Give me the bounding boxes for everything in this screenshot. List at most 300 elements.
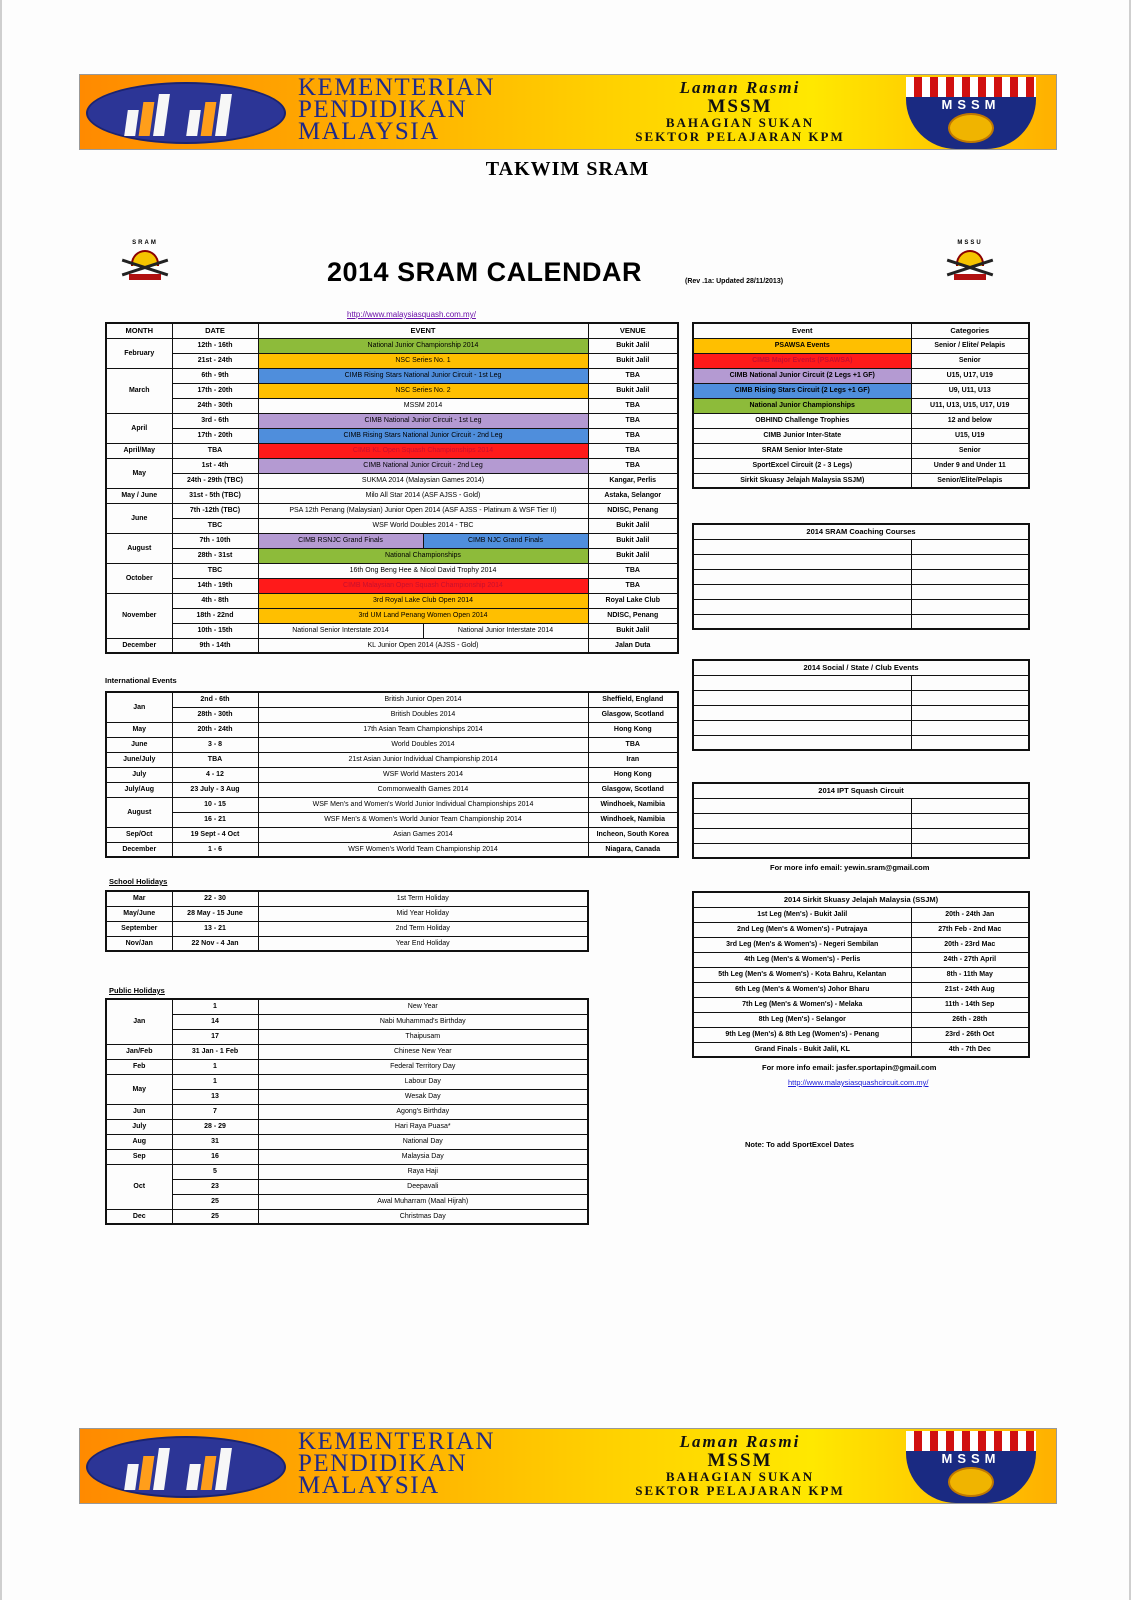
date-cell: 6th - 9th xyxy=(172,368,258,383)
legend-category: U9, U11, U13 xyxy=(911,383,1029,398)
date-cell: 17th - 20th xyxy=(172,383,258,398)
event-cell: Hari Raya Puasa* xyxy=(258,1119,588,1134)
ssjm-row xyxy=(693,1027,1029,1042)
international-table xyxy=(105,691,679,858)
event-cell: Nabi Muhammad's Birthday xyxy=(258,1014,588,1029)
tiger-icon xyxy=(948,113,994,143)
legend-event: CIMB Junior Inter-State xyxy=(693,428,911,443)
event-cell: 3rd Royal Lake Club Open 2014 xyxy=(258,593,588,608)
date-cell: 24th - 30th xyxy=(172,398,258,413)
date-cell: 17 xyxy=(172,1029,258,1044)
calendar-url-link[interactable]: http://www.malaysiasquash.com.my/ xyxy=(347,310,476,319)
legend-event: National Junior Championships xyxy=(693,398,911,413)
ssjm-row xyxy=(693,952,1029,967)
date-cell: 13 - 21 xyxy=(172,921,258,936)
table-row xyxy=(106,999,588,1014)
event-cell: WSF Men's & Women's World Junior Team Championship 2014 xyxy=(258,812,588,827)
ssjm-date: 20th - 23rd Mac xyxy=(911,937,1029,952)
table-row xyxy=(106,1029,588,1044)
table-row xyxy=(106,1149,588,1164)
venue-cell: Windhoek, Namibia xyxy=(588,812,678,827)
month-cell: May xyxy=(106,1074,172,1104)
event-cell: Asian Games 2014 xyxy=(258,827,588,842)
date-cell: 10th - 15th xyxy=(172,623,258,638)
month-cell: July/Aug xyxy=(106,782,172,797)
date-cell: 12th - 16th xyxy=(172,338,258,353)
event-cell: CIMB Malaysian Open Squash Championship 2014 xyxy=(258,578,588,593)
table-row xyxy=(106,921,588,936)
month-cell: June xyxy=(106,737,172,752)
date-cell: 21st - 24th xyxy=(172,353,258,368)
ministry-logo xyxy=(86,1436,286,1498)
date-cell: 7th - 10th xyxy=(172,533,258,548)
event-cell: SUKMA 2014 (Malaysian Games 2014) xyxy=(258,473,588,488)
ssjm-leg: 6th Leg (Men's & Women's) Johor Bharu xyxy=(693,982,911,997)
ssjm-title: 2014 Sirkit Skuasy Jelajah Malaysia (SSJM) xyxy=(693,892,1029,907)
event-cell: British Doubles 2014 xyxy=(258,707,588,722)
date-cell: 4th - 8th xyxy=(172,593,258,608)
event-cell: Malaysia Day xyxy=(258,1149,588,1164)
date-cell: 22 Nov - 4 Jan xyxy=(172,936,258,951)
date-cell: 31 Jan - 1 Feb xyxy=(172,1044,258,1059)
legend-category: Senior xyxy=(911,443,1029,458)
ssjm-row xyxy=(693,982,1029,997)
legend-event: OBHIND Challenge Trophies xyxy=(693,413,911,428)
venue-cell: TBA xyxy=(588,578,678,593)
table-row xyxy=(106,1014,588,1029)
table-row xyxy=(106,473,678,488)
venue-cell: Sheffield, England xyxy=(588,692,678,707)
ssjm-date: 8th - 11th May xyxy=(911,967,1029,982)
date-cell: 1 xyxy=(172,999,258,1014)
ssjm-leg: 3rd Leg (Men's & Women's) - Negeri Sembilan xyxy=(693,937,911,952)
event-left: CIMB RSNJC Grand Finals xyxy=(259,534,424,548)
venue-cell: Astaka, Selangor xyxy=(588,488,678,503)
month-cell: Jan xyxy=(106,692,172,722)
month-cell: December xyxy=(106,638,172,653)
legend-category: Senior / Elite/ Pelapis xyxy=(911,338,1029,353)
venue-cell: TBA xyxy=(588,428,678,443)
month-cell: October xyxy=(106,563,172,593)
venue-cell: Bukit Jalil xyxy=(588,533,678,548)
ssjm-row xyxy=(693,1012,1029,1027)
col-event: EVENT xyxy=(258,323,588,338)
ipt-email-note: For more info email: yewin.sram@gmail.com xyxy=(770,863,930,872)
month-cell: March xyxy=(106,368,172,413)
ipt-title: 2014 IPT Squash Circuit xyxy=(693,783,1029,798)
ssjm-date: 21st - 24th Aug xyxy=(911,982,1029,997)
date-cell: 31st - 5th (TBC) xyxy=(172,488,258,503)
date-cell: 2nd - 6th xyxy=(172,692,258,707)
legend-category: U15, U17, U19 xyxy=(911,368,1029,383)
table-row xyxy=(106,842,678,857)
table-row xyxy=(106,563,678,578)
event-cell: 1st Term Holiday xyxy=(258,891,588,906)
legend-category: Senior xyxy=(911,353,1029,368)
month-cell: August xyxy=(106,797,172,827)
ipt-table xyxy=(692,782,1030,859)
venue-cell: NDISC, Penang xyxy=(588,503,678,518)
table-row xyxy=(106,488,678,503)
events-table xyxy=(105,322,679,654)
coaching-table xyxy=(692,523,1030,630)
date-cell: 1st - 4th xyxy=(172,458,258,473)
venue-cell: Bukit Jalil xyxy=(588,518,678,533)
event-left: National Senior Interstate 2014 xyxy=(259,624,424,638)
event-right: National Junior Interstate 2014 xyxy=(457,626,554,634)
event-cell: Mid Year Holiday xyxy=(258,906,588,921)
legend-category: U11, U13, U15, U17, U19 xyxy=(911,398,1029,413)
date-cell: 5 xyxy=(172,1164,258,1179)
ssjm-date: 4th - 7th Dec xyxy=(911,1042,1029,1057)
venue-cell: Bukit Jalil xyxy=(588,383,678,398)
date-cell: TBA xyxy=(172,443,258,458)
table-row xyxy=(106,722,678,737)
calendar-revision: (Rev .1a: Updated 28/11/2013) xyxy=(685,278,784,285)
legend-row xyxy=(693,458,1029,473)
event-cell: 21st Asian Junior Individual Championship 2014 xyxy=(258,752,588,767)
event-cell: Commonwealth Games 2014 xyxy=(258,782,588,797)
legend-col-categories: Categories xyxy=(911,323,1029,338)
venue-cell: Royal Lake Club xyxy=(588,593,678,608)
table-row xyxy=(106,891,588,906)
legend-row xyxy=(693,443,1029,458)
event-cell: MSSM 2014 xyxy=(258,398,588,413)
event-cell: WSF World Masters 2014 xyxy=(258,767,588,782)
date-cell: 18th - 22nd xyxy=(172,608,258,623)
venue-cell: Incheon, South Korea xyxy=(588,827,678,842)
venue-cell: Jalan Duta xyxy=(588,638,678,653)
date-cell: 25 xyxy=(172,1194,258,1209)
legend-row xyxy=(693,353,1029,368)
date-cell: 20th - 24th xyxy=(172,722,258,737)
venue-cell: Bukit Jalil xyxy=(588,548,678,563)
venue-cell: TBA xyxy=(588,563,678,578)
month-cell: Sep xyxy=(106,1149,172,1164)
month-cell: August xyxy=(106,533,172,563)
header-banner xyxy=(79,74,1057,150)
table-row xyxy=(106,338,678,353)
ssjm-date: 23rd - 26th Oct xyxy=(911,1027,1029,1042)
table-row xyxy=(106,578,678,593)
calendar-title: 2014 SRAM CALENDAR xyxy=(327,257,643,287)
ssjm-leg: 9th Leg (Men's) & 8th Leg (Women's) - Penang xyxy=(693,1027,911,1042)
table-row xyxy=(106,548,678,563)
venue-cell: Kangar, Perlis xyxy=(588,473,678,488)
table-row xyxy=(106,737,678,752)
table-row xyxy=(106,1134,588,1149)
table-row xyxy=(106,623,678,638)
month-cell: July xyxy=(106,767,172,782)
month-cell: Jun xyxy=(106,1104,172,1119)
table-row xyxy=(106,368,678,383)
date-cell: 24th - 29th (TBC) xyxy=(172,473,258,488)
table-row xyxy=(106,503,678,518)
date-cell: 28 May - 15 June xyxy=(172,906,258,921)
legend-row xyxy=(693,398,1029,413)
venue-cell: Bukit Jalil xyxy=(588,623,678,638)
table-row xyxy=(106,383,678,398)
ssjm-leg: 7th Leg (Men's & Women's) - Melaka xyxy=(693,997,911,1012)
month-cell: June/July xyxy=(106,752,172,767)
month-cell: Nov/Jan xyxy=(106,936,172,951)
mssm-crest: MSSM xyxy=(906,77,1036,149)
ssjm-url-link[interactable]: http://www.malaysiasquashcircuit.com.my/ xyxy=(788,1078,929,1087)
table-row xyxy=(106,638,678,653)
venue-cell: Windhoek, Namibia xyxy=(588,797,678,812)
legend-row xyxy=(693,413,1029,428)
date-cell: 16 xyxy=(172,1149,258,1164)
ministry-name: KEMENTERIAN PENDIDIKAN MALAYSIA xyxy=(298,74,496,145)
event-cell-split xyxy=(258,533,588,548)
date-cell: 31 xyxy=(172,1134,258,1149)
event-cell: NSC Series No. 1 xyxy=(258,353,588,368)
table-row xyxy=(106,1179,588,1194)
table-row xyxy=(106,827,678,842)
month-cell: May/June xyxy=(106,906,172,921)
table-row xyxy=(106,1164,588,1179)
date-cell: 19 Sept - 4 Oct xyxy=(172,827,258,842)
date-cell: 28th - 31st xyxy=(172,548,258,563)
venue-cell: Iran xyxy=(588,752,678,767)
international-label: International Events xyxy=(105,676,177,685)
table-row xyxy=(106,1104,588,1119)
event-cell: National Day xyxy=(258,1134,588,1149)
month-cell: May xyxy=(106,458,172,488)
table-row xyxy=(106,1044,588,1059)
legend-event: SRAM Senior Inter-State xyxy=(693,443,911,458)
event-cell: CIMB Rising Stars National Junior Circuit - 1st Leg xyxy=(258,368,588,383)
legend-row xyxy=(693,428,1029,443)
event-cell: Thaipusam xyxy=(258,1029,588,1044)
venue-cell: Glasgow, Scotland xyxy=(588,707,678,722)
ssjm-row xyxy=(693,997,1029,1012)
month-cell: Feb xyxy=(106,1059,172,1074)
event-cell-split xyxy=(258,623,588,638)
public-holidays-table xyxy=(105,998,589,1225)
coaching-title: 2014 SRAM Coaching Courses xyxy=(693,524,1029,539)
legend-col-event: Event xyxy=(693,323,911,338)
venue-cell: Glasgow, Scotland xyxy=(588,782,678,797)
date-cell: 13 xyxy=(172,1089,258,1104)
table-row xyxy=(106,906,588,921)
event-cell: Agong's Birthday xyxy=(258,1104,588,1119)
ssjm-row xyxy=(693,922,1029,937)
ssjm-leg: Grand Finals - Bukit Jalil, KL xyxy=(693,1042,911,1057)
month-cell: November xyxy=(106,593,172,638)
event-cell: National Junior Championship 2014 xyxy=(258,338,588,353)
legend-event: SportExcel Circuit (2 - 3 Legs) xyxy=(693,458,911,473)
legend-category: Under 9 and Under 11 xyxy=(911,458,1029,473)
public-holidays-label: Public Holidays xyxy=(109,986,165,995)
table-row xyxy=(106,936,588,951)
legend-category: 12 and below xyxy=(911,413,1029,428)
month-cell: Jan/Feb xyxy=(106,1044,172,1059)
month-cell: February xyxy=(106,338,172,368)
page-title: TAKWIM SRAM xyxy=(485,158,650,180)
event-cell: Wesak Day xyxy=(258,1089,588,1104)
table-row xyxy=(106,533,678,548)
date-cell: 28th - 30th xyxy=(172,707,258,722)
event-cell: Milo All Star 2014 (ASF AJSS - Gold) xyxy=(258,488,588,503)
venue-cell: TBA xyxy=(588,368,678,383)
event-cell: 2nd Term Holiday xyxy=(258,921,588,936)
ssjm-date: 27th Feb - 2nd Mac xyxy=(911,922,1029,937)
venue-cell: Bukit Jalil xyxy=(588,338,678,353)
footnote: Note: To add SportExcel Dates xyxy=(745,1140,855,1149)
date-cell: 28 - 29 xyxy=(172,1119,258,1134)
event-cell: WSF Men's and Women's World Junior Individual Championships 2014 xyxy=(258,797,588,812)
event-right: CIMB NJC Grand Finals xyxy=(424,534,588,548)
venue-cell: TBA xyxy=(588,458,678,473)
table-row xyxy=(106,1089,588,1104)
month-cell: Jan xyxy=(106,999,172,1044)
tiger-icon xyxy=(948,1467,994,1497)
legend-event: CIMB Rising Stars Circuit (2 Legs +1 GF) xyxy=(693,383,911,398)
social-title: 2014 Social / State / Club Events xyxy=(693,660,1029,675)
date-cell: 3 - 8 xyxy=(172,737,258,752)
event-cell: 3rd UM Land Penang Women Open 2014 xyxy=(258,608,588,623)
table-row xyxy=(106,812,678,827)
ssjm-date: 24th - 27th April xyxy=(911,952,1029,967)
event-cell: Raya Haji xyxy=(258,1164,588,1179)
date-cell: TBA xyxy=(172,752,258,767)
table-row xyxy=(106,458,678,473)
venue-cell: TBA xyxy=(588,737,678,752)
month-cell: Oct xyxy=(106,1164,172,1209)
ssjm-leg: 1st Leg (Men's) - Bukit Jalil xyxy=(693,907,911,922)
date-cell: 1 - 6 xyxy=(172,842,258,857)
month-cell: July xyxy=(106,1119,172,1134)
table-row xyxy=(106,797,678,812)
event-cell: 16th Ong Beng Hee & Nicol David Trophy 2014 xyxy=(258,563,588,578)
venue-cell: Bukit Jalil xyxy=(588,353,678,368)
event-cell: KL Junior Open 2014 (AJSS - Gold) xyxy=(258,638,588,653)
ssjm-date: 11th - 14th Sep xyxy=(911,997,1029,1012)
legend-category: Senior/Elite/Pelapis xyxy=(911,473,1029,488)
event-cell: PSA 12th Penang (Malaysian) Junior Open 2014 (ASF AJSS - Platinum & WSF Tier II) xyxy=(258,503,588,518)
ssjm-leg: 8th Leg (Men's) - Selangor xyxy=(693,1012,911,1027)
month-cell: Dec xyxy=(106,1209,172,1224)
event-cell: NSC Series No. 2 xyxy=(258,383,588,398)
site-title: Laman Rasmi MSSM BAHAGIAN SUKAN SEKTOR PELAJARAN KPM xyxy=(635,1432,845,1498)
month-cell: Sep/Oct xyxy=(106,827,172,842)
date-cell: 4 - 12 xyxy=(172,767,258,782)
mssu-emblem: MSSU xyxy=(932,240,1008,284)
table-row xyxy=(106,1074,588,1089)
event-cell: National Championships xyxy=(258,548,588,563)
school-holidays-label: School Holidays xyxy=(109,877,168,886)
table-row xyxy=(106,1119,588,1134)
event-cell: Awal Muharram (Maal Hijrah) xyxy=(258,1194,588,1209)
table-row xyxy=(106,413,678,428)
legend-event: PSAWSA Events xyxy=(693,338,911,353)
sram-emblem: SRAM xyxy=(107,240,183,284)
school-holidays-table xyxy=(105,890,589,952)
event-cell: CIMB Rising Stars National Junior Circuit - 2nd Leg xyxy=(258,428,588,443)
table-row xyxy=(106,608,678,623)
date-cell: 7 xyxy=(172,1104,258,1119)
event-cell: 17th Asian Team Championships 2014 xyxy=(258,722,588,737)
date-cell: 3rd - 6th xyxy=(172,413,258,428)
ssjm-table xyxy=(692,891,1030,1058)
month-cell: Aug xyxy=(106,1134,172,1149)
event-cell: New Year xyxy=(258,999,588,1014)
date-cell: TBC xyxy=(172,518,258,533)
venue-cell: Hong Kong xyxy=(588,767,678,782)
month-cell: September xyxy=(106,921,172,936)
table-row xyxy=(106,1194,588,1209)
table-row xyxy=(106,707,678,722)
table-row xyxy=(106,692,678,707)
ssjm-row xyxy=(693,907,1029,922)
footer-banner xyxy=(79,1428,1057,1504)
date-cell: 7th -12th (TBC) xyxy=(172,503,258,518)
table-row xyxy=(106,593,678,608)
table-row xyxy=(106,443,678,458)
legend-event: CIMB National Junior Circuit (2 Legs +1 GF) xyxy=(693,368,911,383)
venue-cell: TBA xyxy=(588,413,678,428)
table-row xyxy=(106,428,678,443)
date-cell: 1 xyxy=(172,1074,258,1089)
table-row xyxy=(106,398,678,413)
date-cell: 25 xyxy=(172,1209,258,1224)
col-venue: VENUE xyxy=(588,323,678,338)
date-cell: 9th - 14th xyxy=(172,638,258,653)
event-cell: Christmas Day xyxy=(258,1209,588,1224)
month-cell: June xyxy=(106,503,172,533)
venue-cell: Niagara, Canada xyxy=(588,842,678,857)
ssjm-row xyxy=(693,967,1029,982)
legend-event: Sirkit Skuasy Jelajah Malaysia SSJM) xyxy=(693,473,911,488)
site-title: Laman Rasmi MSSM BAHAGIAN SUKAN SEKTOR PELAJARAN KPM xyxy=(635,78,845,144)
ssjm-row xyxy=(693,937,1029,952)
event-cell: CIMB KL Open Squash Championships 2014 xyxy=(258,443,588,458)
month-cell: May xyxy=(106,722,172,737)
event-cell: Labour Day xyxy=(258,1074,588,1089)
ministry-name: KEMENTERIAN PENDIDIKAN MALAYSIA xyxy=(298,1428,496,1499)
mssm-crest: MSSM xyxy=(906,1431,1036,1503)
ssjm-date: 20th - 24th Jan xyxy=(911,907,1029,922)
ssjm-row xyxy=(693,1042,1029,1057)
table-row xyxy=(106,353,678,368)
date-cell: 10 - 15 xyxy=(172,797,258,812)
ssjm-leg: 5th Leg (Men's & Women's) - Kota Bahru, Kelantan xyxy=(693,967,911,982)
legend-row xyxy=(693,383,1029,398)
venue-cell: TBA xyxy=(588,398,678,413)
ssjm-date: 26th - 28th xyxy=(911,1012,1029,1027)
event-cell: Year End Holiday xyxy=(258,936,588,951)
event-cell: WSF World Doubles 2014 - TBC xyxy=(258,518,588,533)
legend-row xyxy=(693,368,1029,383)
social-table xyxy=(692,659,1030,751)
col-date: DATE xyxy=(172,323,258,338)
table-row xyxy=(106,518,678,533)
date-cell: 23 July - 3 Aug xyxy=(172,782,258,797)
event-cell: CIMB National Junior Circuit - 1st Leg xyxy=(258,413,588,428)
date-cell: 23 xyxy=(172,1179,258,1194)
venue-cell: Hong Kong xyxy=(588,722,678,737)
event-cell: British Junior Open 2014 xyxy=(258,692,588,707)
table-row xyxy=(106,782,678,797)
date-cell: 14 xyxy=(172,1014,258,1029)
date-cell: 22 - 30 xyxy=(172,891,258,906)
event-cell: Deepavali xyxy=(258,1179,588,1194)
legend-row xyxy=(693,473,1029,488)
event-cell: World Doubles 2014 xyxy=(258,737,588,752)
ssjm-email-note: For more info email: jasfer.sportapin@gmail.com xyxy=(762,1063,937,1072)
event-cell: CIMB National Junior Circuit - 2nd Leg xyxy=(258,458,588,473)
